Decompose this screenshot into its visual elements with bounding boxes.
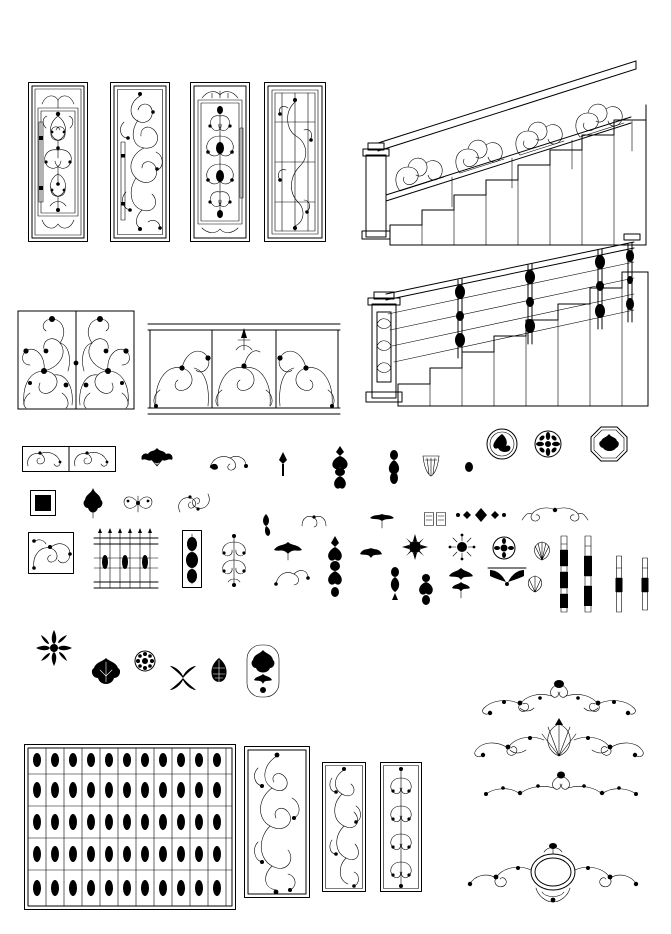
ornament-leaf-crest bbox=[138, 446, 176, 470]
ornament-drop-pendant bbox=[386, 566, 404, 602]
motif-pinecone bbox=[206, 658, 232, 688]
ornament-square-swatch bbox=[30, 490, 56, 516]
ornament-gate-mini bbox=[92, 528, 160, 590]
ornament-butterfly bbox=[122, 492, 154, 514]
ornament-branch bbox=[272, 540, 304, 562]
ornament-vertical-cluster-2 bbox=[384, 450, 404, 486]
ornament-diamond-chain bbox=[456, 506, 506, 524]
door-panel-3 bbox=[190, 82, 250, 242]
ornament-scroll-square-panel bbox=[28, 532, 74, 574]
ornament-basket-twist bbox=[420, 452, 442, 478]
ornament-scroll-flourish bbox=[208, 452, 248, 474]
motif-quatrefoil bbox=[168, 664, 198, 692]
crest-low-scroll bbox=[478, 772, 644, 798]
grille-repeat-large bbox=[24, 744, 236, 910]
ornament-baluster-rod-3 bbox=[614, 556, 624, 612]
grille-vine-narrow bbox=[322, 762, 366, 892]
fence-panel-scroll bbox=[16, 305, 136, 415]
ornament-vertical-cluster-1 bbox=[328, 446, 352, 490]
motif-snowflake bbox=[34, 628, 74, 668]
door-panel-1 bbox=[28, 82, 88, 242]
stair-railing-baluster bbox=[362, 212, 652, 412]
ornament-small-dot bbox=[462, 460, 476, 474]
ornament-rosette-2 bbox=[534, 430, 562, 458]
ornament-baluster-rod-1 bbox=[558, 536, 570, 612]
ornament-small-scroll-pair bbox=[300, 510, 328, 530]
motif-daisy bbox=[134, 650, 156, 672]
grille-scroll-tall bbox=[244, 746, 310, 898]
ornament-vertical-cluster-3 bbox=[324, 536, 346, 598]
ornament-sunburst bbox=[448, 534, 476, 560]
ornament-octagon-medallion bbox=[590, 426, 628, 462]
door-panel-4 bbox=[264, 82, 326, 242]
ornament-rosette-3 bbox=[492, 536, 516, 560]
ornament-leaf-spray bbox=[446, 566, 476, 600]
motif-acanthus bbox=[88, 656, 124, 690]
ornament-flower-cluster bbox=[414, 572, 438, 606]
ornament-baluster-rod-4 bbox=[640, 558, 650, 610]
ornament-square-pair bbox=[424, 512, 446, 526]
motif-palmette-crest bbox=[246, 644, 280, 698]
ornament-fan-shell bbox=[524, 574, 546, 594]
ornament-rosette-1 bbox=[486, 428, 518, 460]
ornament-double-scroll bbox=[176, 490, 212, 516]
fence-panel-balcony bbox=[146, 320, 342, 416]
grille-scroll-narrow bbox=[380, 762, 422, 892]
ornament-leaf-pair bbox=[256, 514, 276, 536]
ornament-small-leaf-fan bbox=[358, 546, 384, 566]
ornament-panel-mini bbox=[182, 530, 202, 588]
ornament-symmetric-scroll bbox=[214, 532, 254, 588]
ornament-twin-scroll-wide bbox=[520, 506, 590, 524]
crest-scroll-wide bbox=[474, 682, 644, 716]
ornament-palmette-small bbox=[80, 488, 106, 518]
ornament-starburst bbox=[402, 534, 428, 560]
ornament-band-1 bbox=[22, 446, 116, 472]
ornament-spear-small bbox=[276, 452, 290, 478]
ornament-small-flourish bbox=[368, 512, 396, 530]
ornament-scroll-tendril bbox=[274, 566, 310, 588]
ornament-baluster-rod-2 bbox=[582, 536, 594, 612]
crest-shell-fan bbox=[470, 718, 648, 760]
door-panel-2 bbox=[110, 82, 170, 242]
ornament-shell bbox=[530, 540, 554, 562]
ornament-corner-bracket bbox=[486, 564, 528, 586]
crest-cartouche bbox=[468, 844, 638, 904]
